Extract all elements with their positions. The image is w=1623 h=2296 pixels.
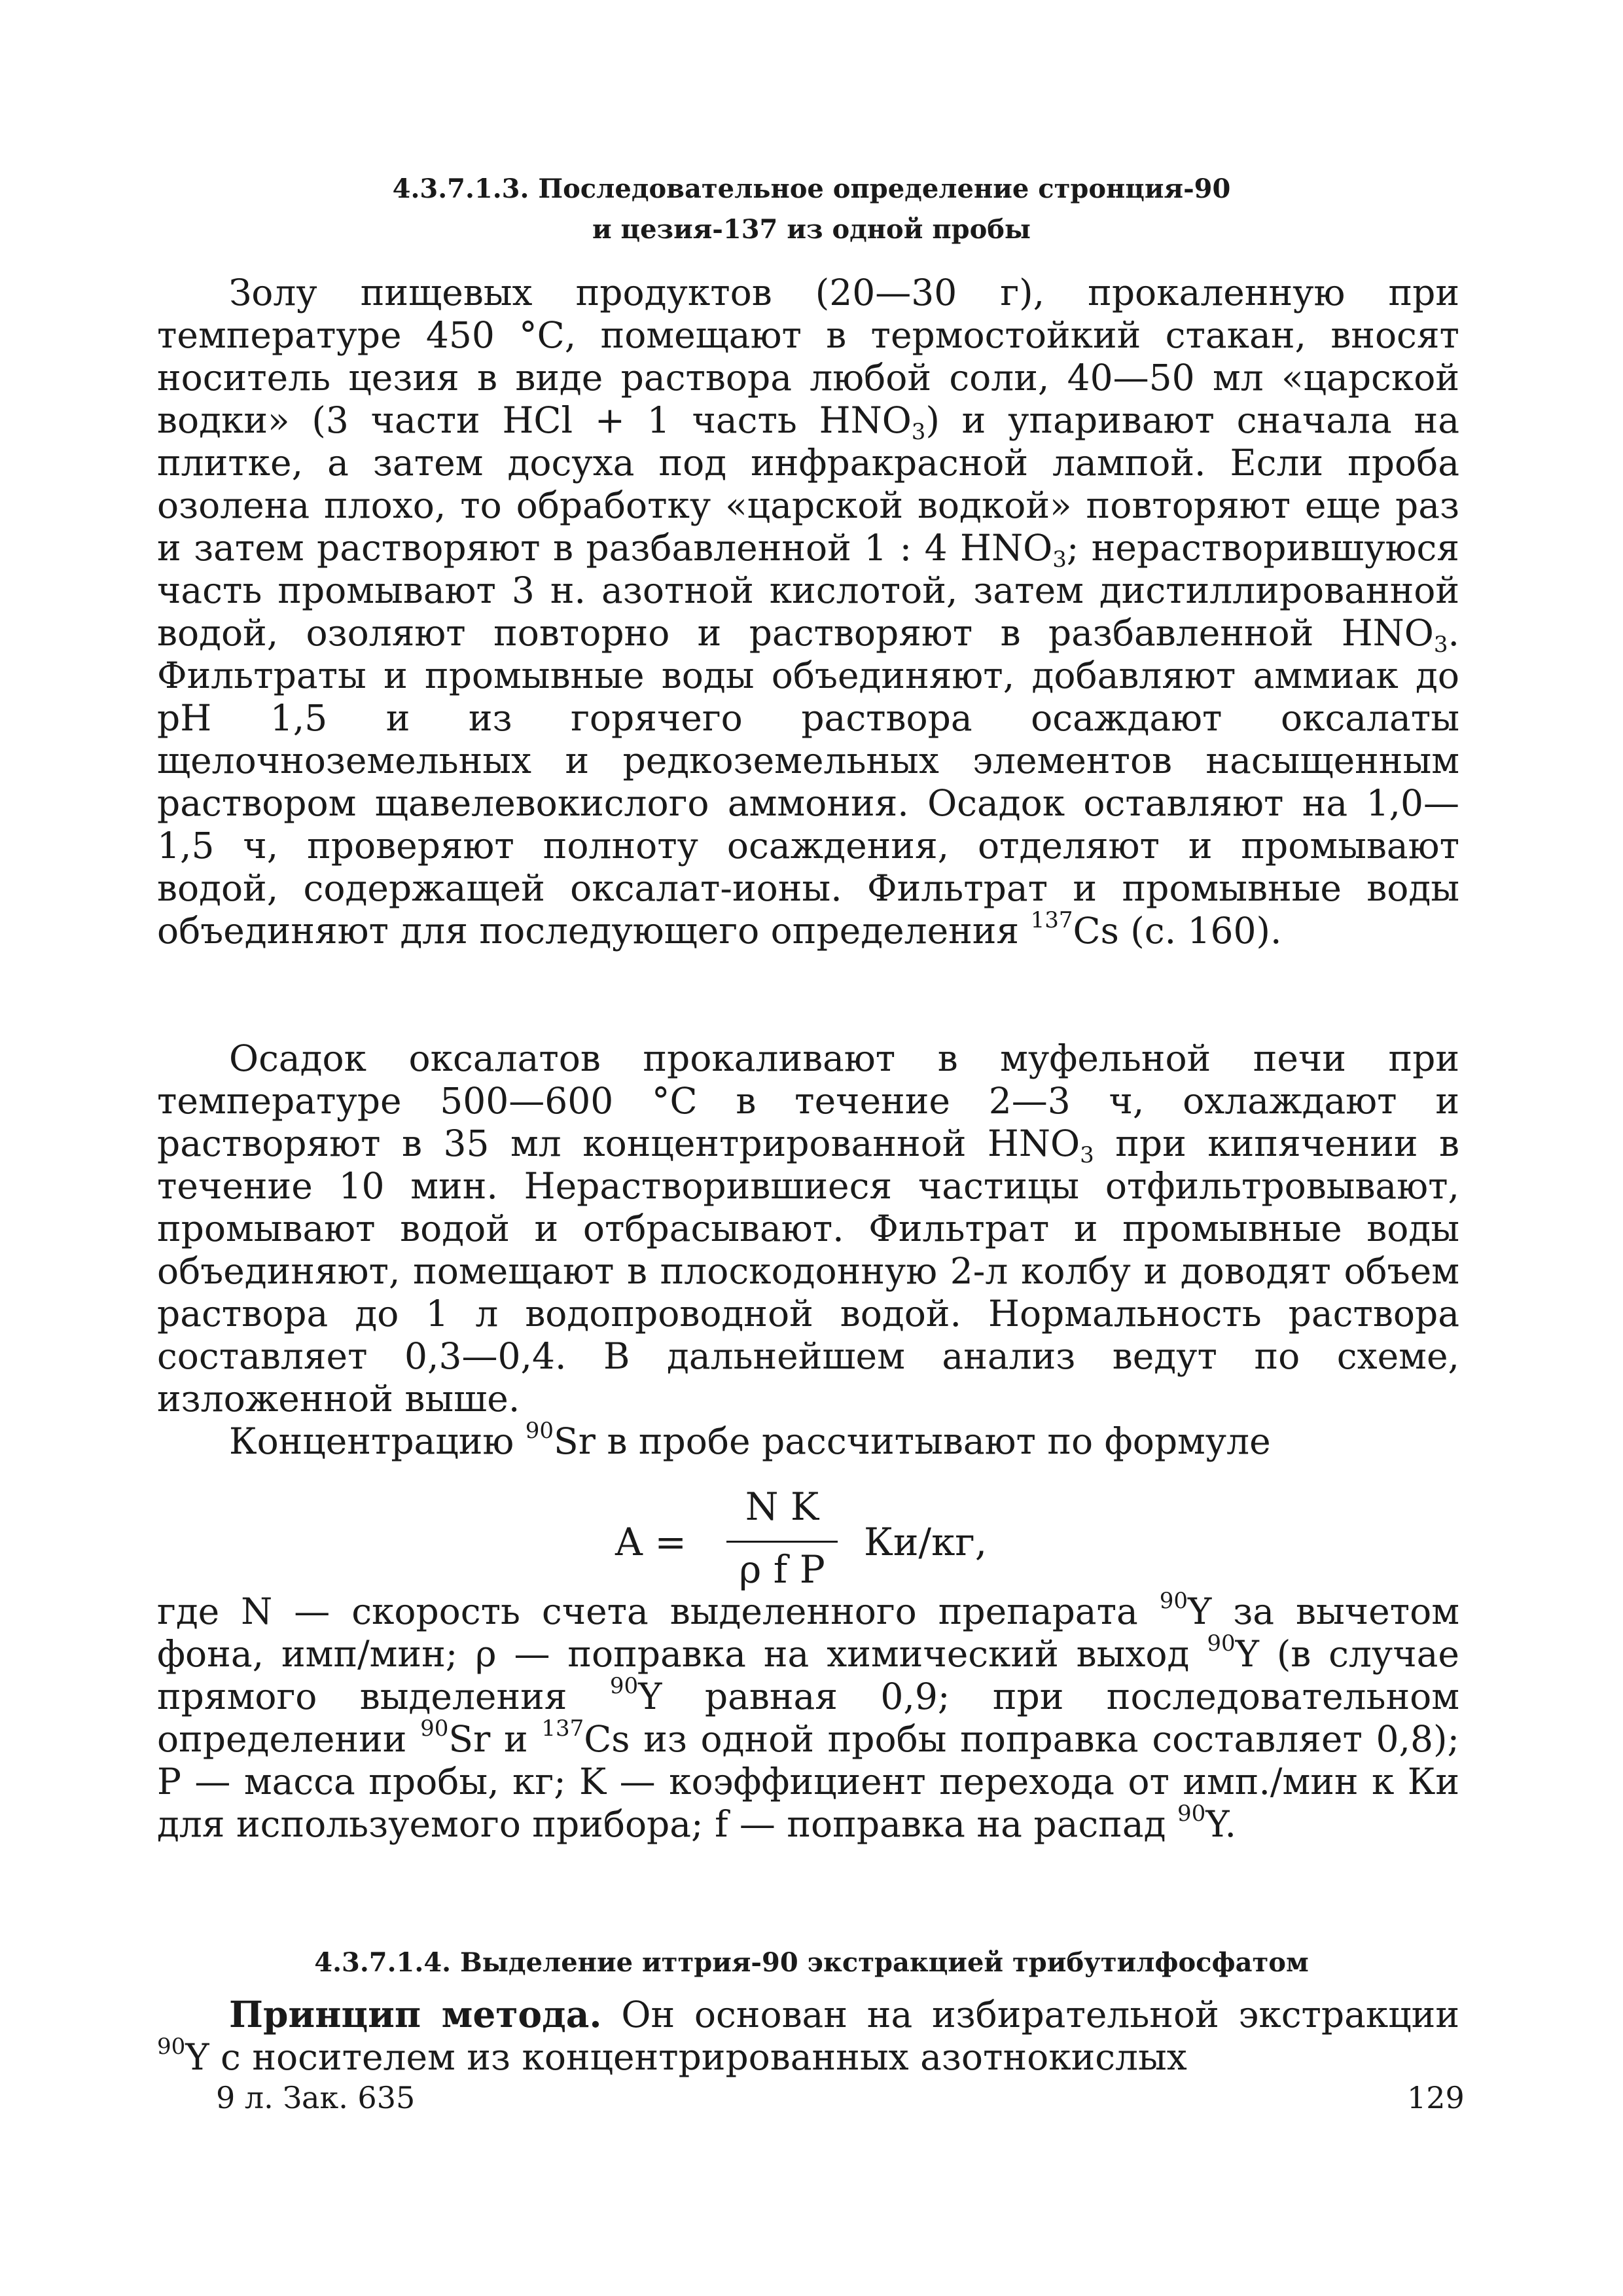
text: Осадок оксалатов прокаливают в муфельной печи при температуре 500—600 °С в течение 2—3 ч, охлаждают и растворяют в 35 мл концентрированной HNO bbox=[157, 1037, 1459, 1164]
text: Sr и bbox=[448, 1718, 542, 1760]
formula-numerator: N K bbox=[745, 1484, 819, 1529]
text: где N — скорость счета выделенного препарата bbox=[157, 1590, 1160, 1632]
section-heading-1-line1: 4.3.7.1.3. Последовательное определение стронция-90 bbox=[392, 173, 1231, 204]
bold-lead: Принцип метода. bbox=[229, 1993, 602, 2036]
formula-unit: Ки/кг, bbox=[864, 1520, 988, 1564]
subscript: 3 bbox=[1080, 1142, 1094, 1168]
section-heading-2: 4.3.7.1.4. Выделение иттрия-90 экстракцией трибутилфосфатом bbox=[314, 1947, 1309, 1978]
text: Y с носителем из концентрированных азотнокислых bbox=[185, 2036, 1187, 2078]
text: Cs (с. 160). bbox=[1073, 910, 1282, 952]
text: Y. bbox=[1205, 1803, 1236, 1845]
text: Золу пищевых продуктов (20—30 г), прокаленную при температуре 450 °С, помещают в термостойкий стакан, вносят носитель цезия в виде раствора любой соли, 40—50 мл «царской водки» (3 части HCl + 1 часть HNO bbox=[157, 272, 1459, 441]
text: ; нерастворившуюся часть промывают 3 н. азотной кислотой, затем дистиллированной водой, озоляют повторно и растворяют в разбавленной HNO bbox=[157, 527, 1459, 654]
section-heading-1-line2: и цезия-137 из одной пробы bbox=[592, 214, 1031, 245]
text: ) и упаривают сначала на плитке, а затем досуха под инфракрасной лампой. Если проба озолена плохо, то обработку «царской водкой» повторяют еще раз и затем растворяют в разбавленной 1 : 4 HNO bbox=[157, 399, 1459, 569]
superscript: 90 bbox=[1207, 1630, 1236, 1657]
page-number: 129 bbox=[1407, 2080, 1465, 2115]
text: Sr в пробе рассчитывают по формуле bbox=[554, 1420, 1271, 1462]
subscript: 3 bbox=[1433, 632, 1448, 658]
concentration-formula bbox=[615, 1484, 1073, 1596]
superscript: 90 bbox=[420, 1715, 449, 1742]
paragraph-formula-intro bbox=[157, 1420, 1459, 1463]
superscript: 90 bbox=[1177, 1801, 1206, 1827]
text: Концентрацию bbox=[229, 1420, 526, 1462]
formula-denominator: ρ f P bbox=[739, 1547, 825, 1592]
paragraph-method-principle bbox=[157, 1993, 1459, 2079]
superscript: 90 bbox=[157, 2034, 186, 2060]
text: Y равная 0,9; при последовательном определении bbox=[157, 1676, 1459, 1760]
superscript: 90 bbox=[525, 1418, 554, 1444]
formula-lhs: A = bbox=[615, 1520, 687, 1564]
paragraph-variable-definitions bbox=[157, 1590, 1459, 1846]
footer-print-mark: 9 л. Зак. 635 bbox=[216, 2080, 416, 2115]
fraction-bar bbox=[726, 1541, 838, 1543]
subscript: 3 bbox=[1052, 547, 1067, 573]
text: . Фильтраты и промывные воды объединяют, добавляют аммиак до pH 1,5 и из горячего раствора осаждают оксалаты щелочноземельных и редкоземельных элементов насыщенным раствором щавелевокислого аммония. Осадок оставляют на 1,0—1,5 ч, проверяют полноту осаждения, отделяют и промывают водой, содержащей оксалат-ионы. Фильтрат и промывные воды объединяют для последующего определения bbox=[157, 612, 1459, 952]
superscript: 90 bbox=[1159, 1588, 1188, 1614]
superscript: 137 bbox=[1030, 907, 1073, 933]
subscript: 3 bbox=[911, 419, 926, 445]
section-heading-1 bbox=[170, 169, 1453, 250]
superscript: 137 bbox=[541, 1715, 584, 1742]
text: Y (в случае прямого выделения bbox=[157, 1633, 1459, 1717]
text: Cs из одной пробы поправка составляет 0,8); P — масса пробы, кг; K — коэффициент перехода от имп./мин к Ки для используемого прибора; f — поправка на распад bbox=[157, 1718, 1459, 1845]
text: при кипячении в течение 10 мин. Нерастворившиеся частицы отфильтровывают, промывают водой и отбрасывают. Фильтрат и промывные воды объединяют, помещают в плоскодонную 2-л колбу и доводят объем раствора до 1 л водопроводной водой. Нормальность раствора составляет 0,3—0,4. В дальнейшем анализ ведут по схеме, изложенной выше. bbox=[157, 1122, 1459, 1420]
text: Y за вычетом фона, имп/мин; ρ — поправка на химический выход bbox=[157, 1590, 1459, 1675]
superscript: 90 bbox=[609, 1673, 639, 1699]
paragraph-oxalate-processing bbox=[157, 1037, 1459, 1420]
paragraph-ash-treatment bbox=[157, 272, 1459, 952]
text: Он основан на избирательной экстракции bbox=[601, 1994, 1459, 2036]
